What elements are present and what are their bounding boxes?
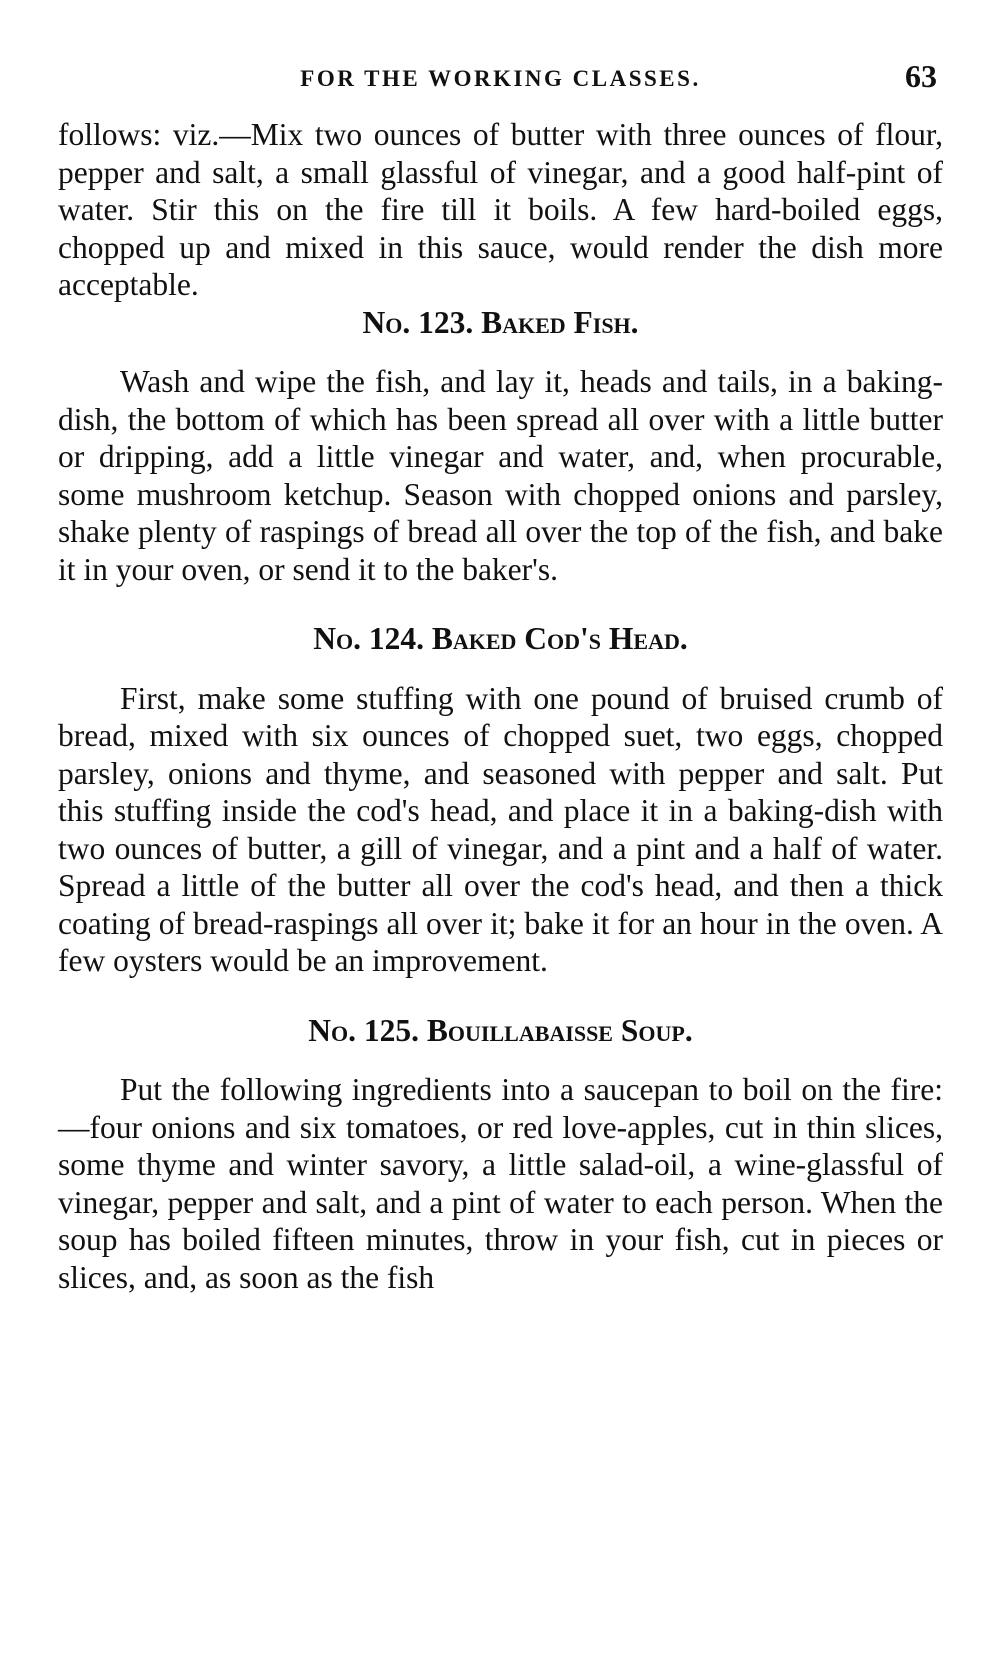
- running-header: [58, 58, 943, 98]
- recipe-heading-125: No. 125. Bouillabaisse Soup.: [308, 1012, 693, 1048]
- continuation-paragraph: follows: viz.—Mix two ounces of butter with three ounces of flour, pepper and salt, a small glassful of vinegar, and a good half-pint of water. Stir this on the fire till it boils. A few hard-boiled eggs, chopped up and mixed in this sauce, would render the dish more acceptable.: [58, 117, 943, 302]
- recipe-body-124: First, make some stuffing with one pound of bruised crumb of bread, mixed with six ounces of chopped suet, two eggs, chopped parsley, onions and thyme, and seasoned with pepper and salt. Put this stuffing inside the cod's head, and place it in a baking-dish with two ounces of butter, a gill of vinegar, and a pint and a half of water. Spread a little of the butter all over the cod's head, and then a thick coating of bread-raspings all over it; bake it for an hour in the oven. A few oysters would be an improvement.: [58, 680, 943, 978]
- recipe-body-125: Put the following ingredients into a saucepan to boil on the fire:—four onions and six tomatoes, or red love-apples, cut in thin slices, some thyme and winter savory, a little salad-oil, a wine-glassful of vinegar, pepper and salt, and a pint of water to each person. When the soup has boiled fifteen minutes, throw in your fish, cut in pieces or slices, and, as soon as the fish: [58, 1072, 943, 1295]
- recipe-body-123: Wash and wipe the fish, and lay it, heads and tails, in a baking-dish, the bottom of which has been spread all over with a little butter or dripping, add a little vinegar and water, and, when procurable, some mushroom ketchup. Season with chopped onions and parsley, shake plenty of raspings of bread all over the top of the fish, and bake it in your oven, or send it to the baker's.: [58, 364, 943, 587]
- book-page: [58, 58, 943, 1296]
- recipe-heading-124: No. 124. Baked Cod's Head.: [313, 621, 688, 656]
- running-title: FOR THE WORKING CLASSES.: [300, 66, 701, 91]
- recipe-heading-123: No. 123. Baked Fish.: [362, 304, 639, 340]
- page-number: 63: [905, 58, 937, 94]
